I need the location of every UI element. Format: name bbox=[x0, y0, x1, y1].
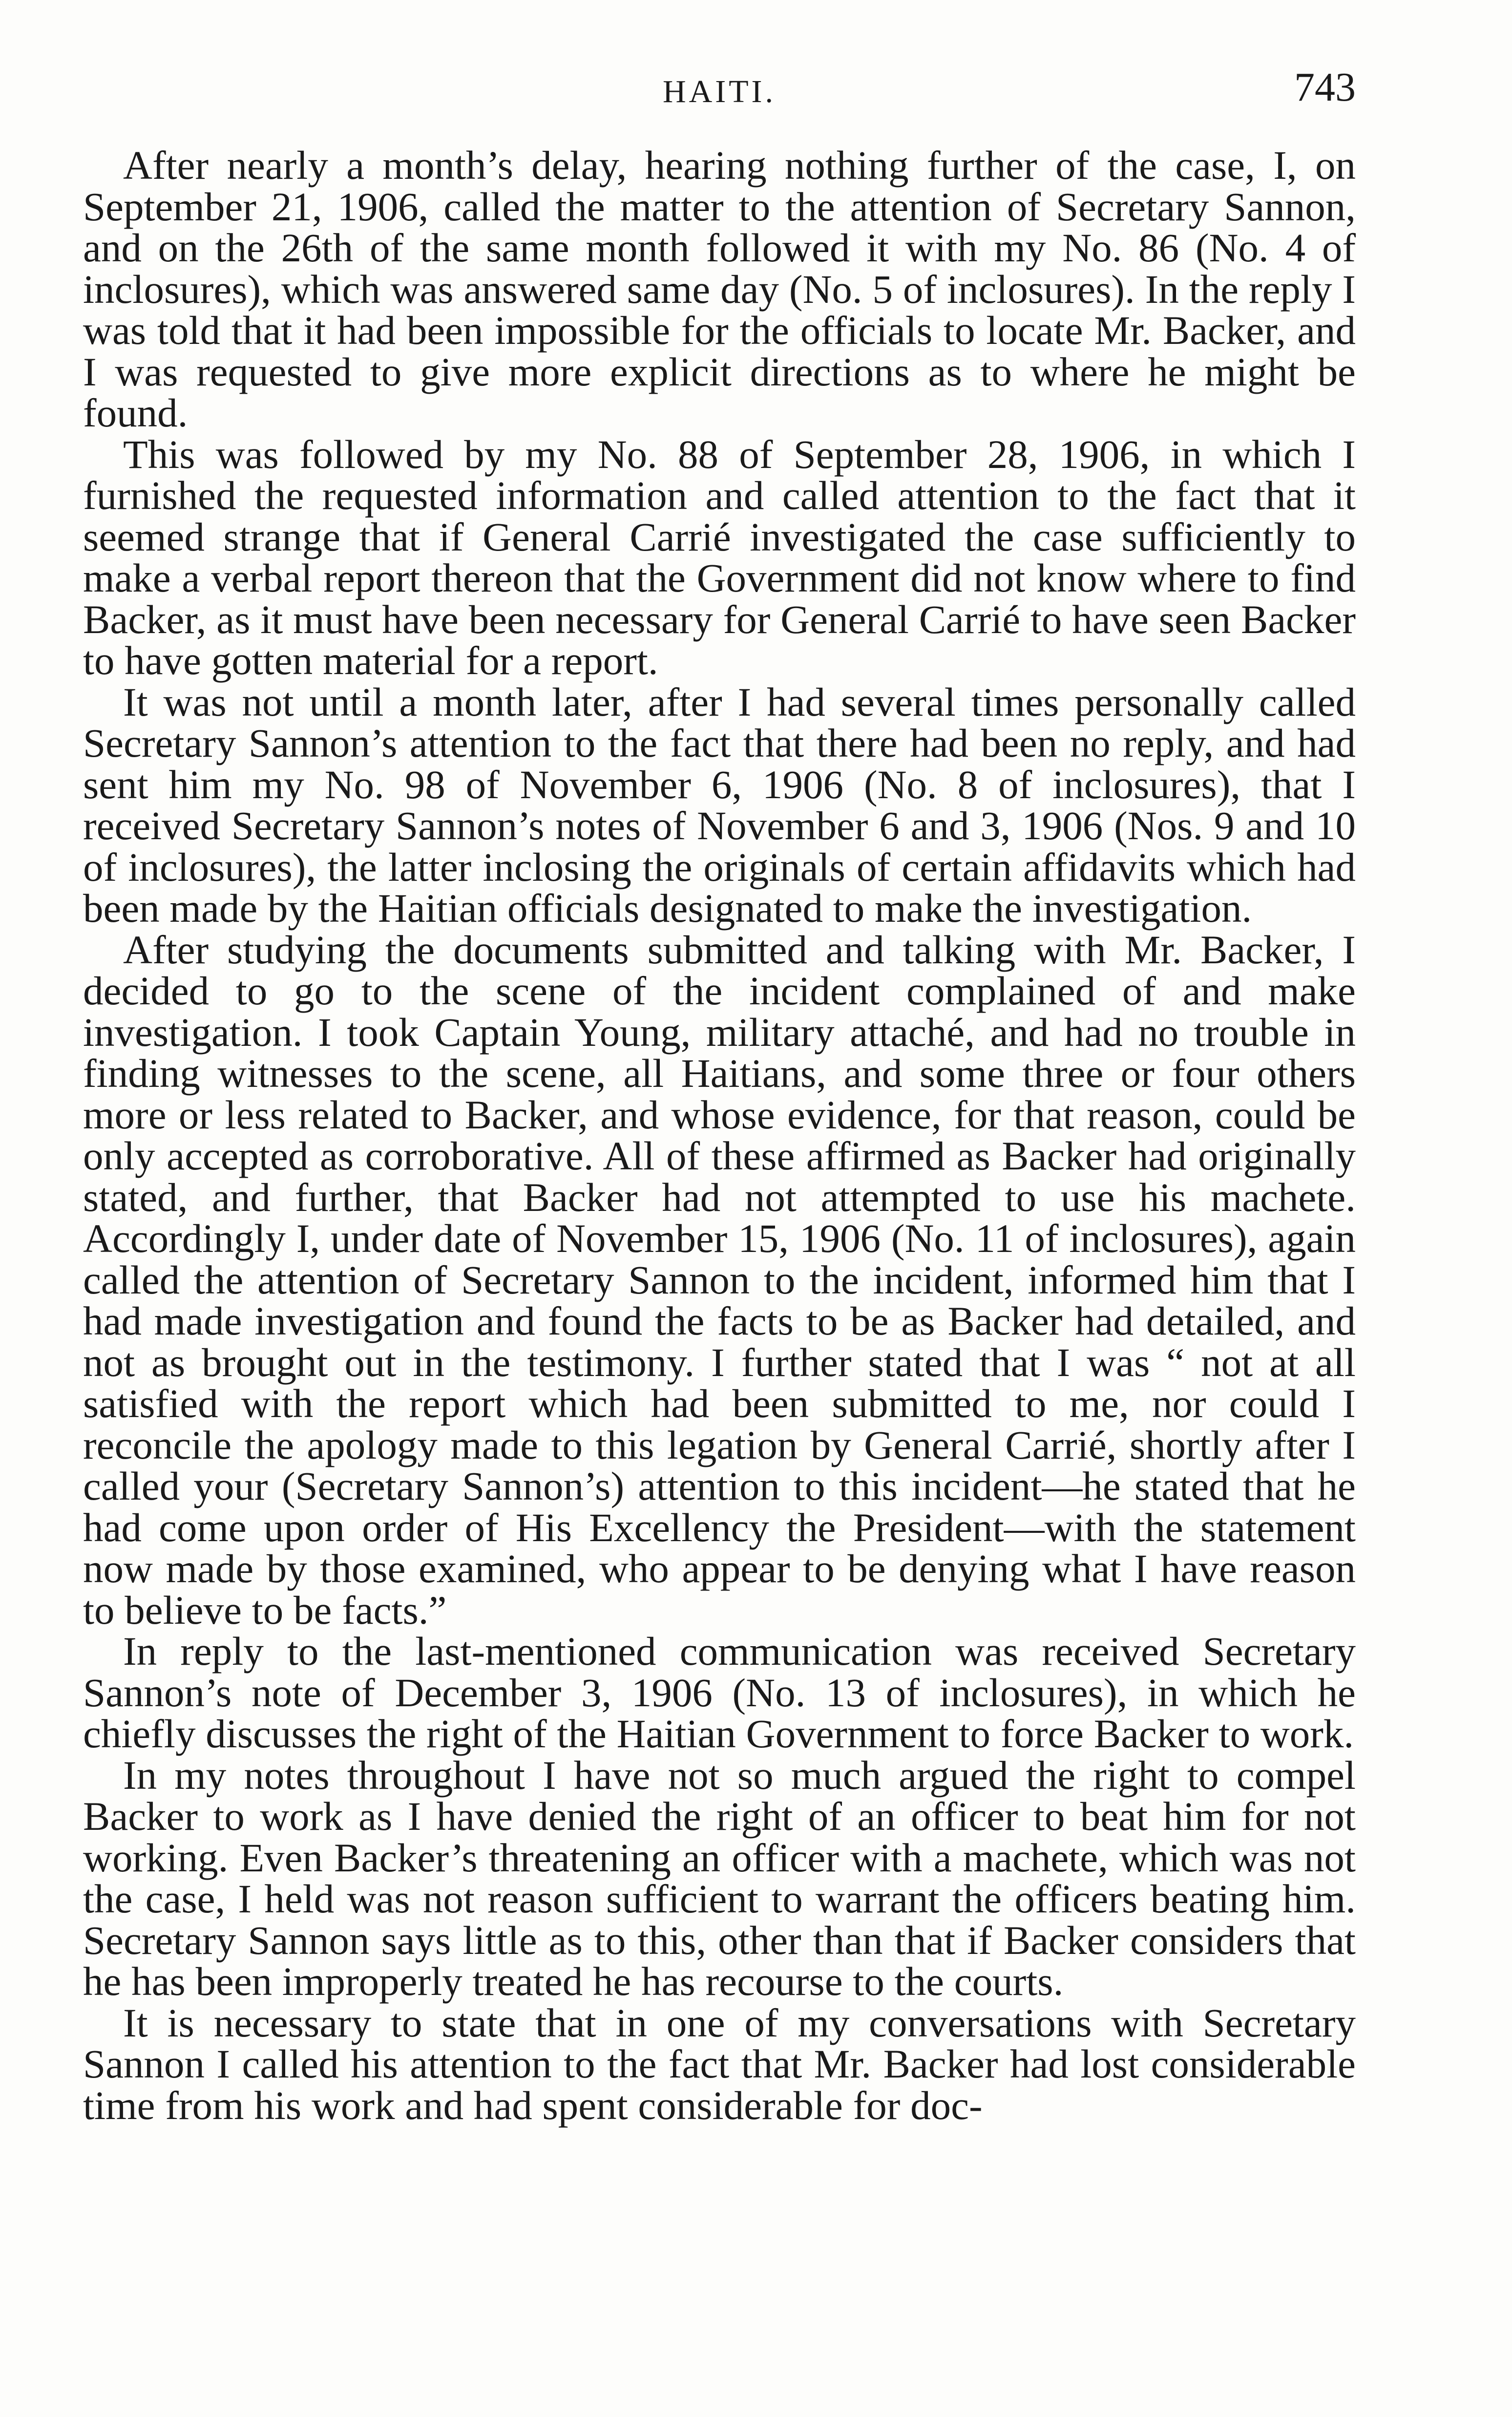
page-number: 743 bbox=[1294, 64, 1356, 110]
paragraph: It is necessary to state that in one of my conversations with Secretary Sannon I called his attention to the fact that Mr. Backer had lost considerable time from his work and had spent considerable for doc- bbox=[83, 2000, 1356, 2128]
paragraph: In my notes throughout I have not so much argued the right to compel Backer to work as I have denied the right of an officer to beat him for not working. Even Backer’s threatening an officer with a machete, which was not the case, I held was not reason sufficient to warrant the officers beating him. Secretary Sannon says little as to this, other than that if Backer considers that he has been improperly treated he has recourse to the courts. bbox=[83, 1752, 1356, 2004]
paragraph: After nearly a month’s delay, hearing nothing further of the case, I, on September 21, 1906, called the matter to the attention of Secretary Sannon, and on the 26th of the same month followed it with my No. 86 (No. 4 of inclosures), which was answered same day (No. 5 of inclosures). In the reply I was told that it had been impossible for the officials to locate Mr. Backer, and I was requested to give more explicit directions as to where he might be found. bbox=[83, 143, 1356, 435]
paragraph: This was followed by my No. 88 of September 28, 1906, in which I furnished the requested information and called attention to the fact that it seemed strange that if General Carrié investigated the case sufficiently to make a verbal report thereon that the Government did not know where to find Backer, as it must have been necessary for General Carrié to have seen Backer to have gotten material for a report. bbox=[83, 431, 1356, 683]
section-title: HAITI. bbox=[662, 74, 777, 109]
paragraph: After studying the documents submitted and talking with Mr. Backer, I decided to go to the scene of the incident complained of and make investigation. I took Captain Young, military attaché, and had no trouble in finding witnesses to the scene, all Haitians, and some three or four others more or less related to Backer, and whose evidence, for that reason, could be only accepted as corroborative. All of these affirmed as Backer had originally stated, and further, that Backer had not attempted to use his machete. Accordingly I, under date of November 15, 1906 (No. 11 of inclosures), again called the attention of Secretary Sannon to the incident, informed him that I had made investigation and found the facts to be as Backer had detailed, and not as brought out in the testimony. I further stated that I was “ not at all satisfied with the report which had been submitted to me, nor could I reconcile the apology made to this legation by General Carrié, shortly after I called your (Secretary Sannon’s) attention to this incident—he stated that he had come upon order of His Excellency the President—with the statement now made by those examined, who appear to be denying what I have reason to believe to be facts.” bbox=[83, 927, 1356, 1633]
paragraph: In reply to the last-mentioned communication was received Secretary Sannon’s note of December 3, 1906 (No. 13 of inclosures), in which he chiefly discusses the right of the Haitian Government to force Backer to work. bbox=[83, 1629, 1356, 1756]
paragraph: It was not until a month later, after I had several times personally called Secretary Sannon’s attention to the fact that there had been no reply, and had sent him my No. 98 of November 6, 1906 (No. 8 of inclosures), that I received Secretary Sannon’s notes of November 6 and 3, 1906 (Nos. 9 and 10 of inclosures), the latter inclosing the originals of certain affidavits which had been made by the Haitian officials designated to make the investigation. bbox=[83, 679, 1356, 931]
running-header bbox=[83, 64, 1356, 117]
body-text bbox=[83, 145, 1356, 2126]
